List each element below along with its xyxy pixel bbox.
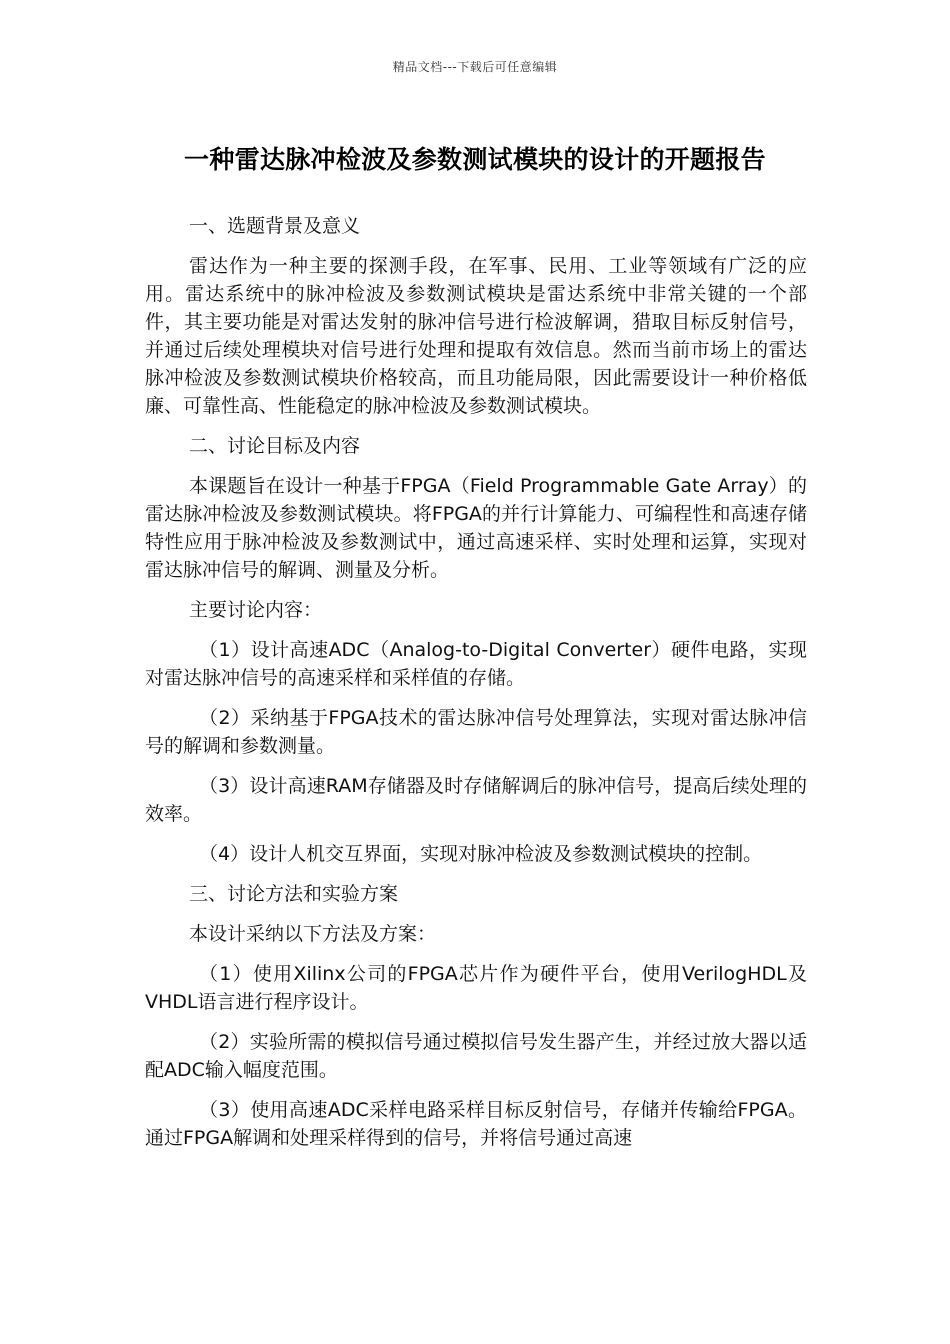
paragraph-methods-intro: 本设计采纳以下方法及方案： bbox=[189, 923, 437, 945]
list-item-content-3: （3）设计高速RAM存储器及时存储解调后的脉冲信号，提高后续处理的效率。 bbox=[145, 775, 807, 825]
list-item-method-3: （3）使用高速ADC采样电路采样目标反射信号，存储并传输给FPGA。通过FPGA解调和处理采样得到的信号，并将信号通过高速 bbox=[145, 1099, 807, 1149]
list-item-content-2: （2）采纳基于FPGA技术的雷达脉冲信号处理算法，实现对雷达脉冲信号的解调和参数测量。 bbox=[145, 707, 807, 757]
section-heading-goals: 二、讨论目标及内容 bbox=[189, 435, 361, 457]
list-item-content-1: （1）设计高速ADC（Analog-to-Digital Converter）硬件电路，实现对雷达脉冲信号的高速采样和采样值的存储。 bbox=[145, 639, 807, 689]
list-item-content-4: （4）设计人机交互界面，实现对脉冲检波及参数测试模块的控制。 bbox=[199, 843, 763, 865]
paragraph-goals: 本课题旨在设计一种基于FPGA（Field Programmable Gate Array）的雷达脉冲检波及参数测试模块。将FPGA的并行计算能力、可编程性和高速存储特性应用于脉冲检波及参数测试中，通过高速采样、实时处理和运算，实现对雷达脉冲信号的解调、测量及分析。 bbox=[145, 475, 807, 581]
section-heading-background: 一、选题背景及意义 bbox=[189, 215, 361, 237]
list-item-method-2: （2）实验所需的模拟信号通过模拟信号发生器产生，并经过放大器以适配ADC输入幅度范围。 bbox=[145, 1031, 807, 1081]
document-body bbox=[145, 212, 807, 1164]
section-heading-methods: 三、讨论方法和实验方案 bbox=[189, 883, 399, 905]
paragraph-main-content-label: 主要讨论内容： bbox=[189, 599, 323, 621]
paragraph-background: 雷达作为一种主要的探测手段，在军事、民用、工业等领域有广泛的应用。雷达系统中的脉冲检波及参数测试模块是雷达系统中非常关键的一个部件，其主要功能是对雷达发射的脉冲信号进行检波解调，猎取目标反射信号，并通过后续处理模块对信号进行处理和提取有效信息。然而当前市场上的雷达脉冲检波及参数测试模块价格较高，而且功能局限，因此需要设计一种价格低廉、可靠性高、性能稳定的脉冲检波及参数测试模块。 bbox=[145, 255, 807, 417]
list-item-method-1: （1）使用Xilinx公司的FPGA芯片作为硬件平台，使用VerilogHDL及VHDL语言进行程序设计。 bbox=[145, 963, 807, 1013]
header-note: 精品文档---下载后可任意编辑 bbox=[392, 60, 558, 74]
document-title: 一种雷达脉冲检波及参数测试模块的设计的开题报告 bbox=[184, 145, 766, 174]
